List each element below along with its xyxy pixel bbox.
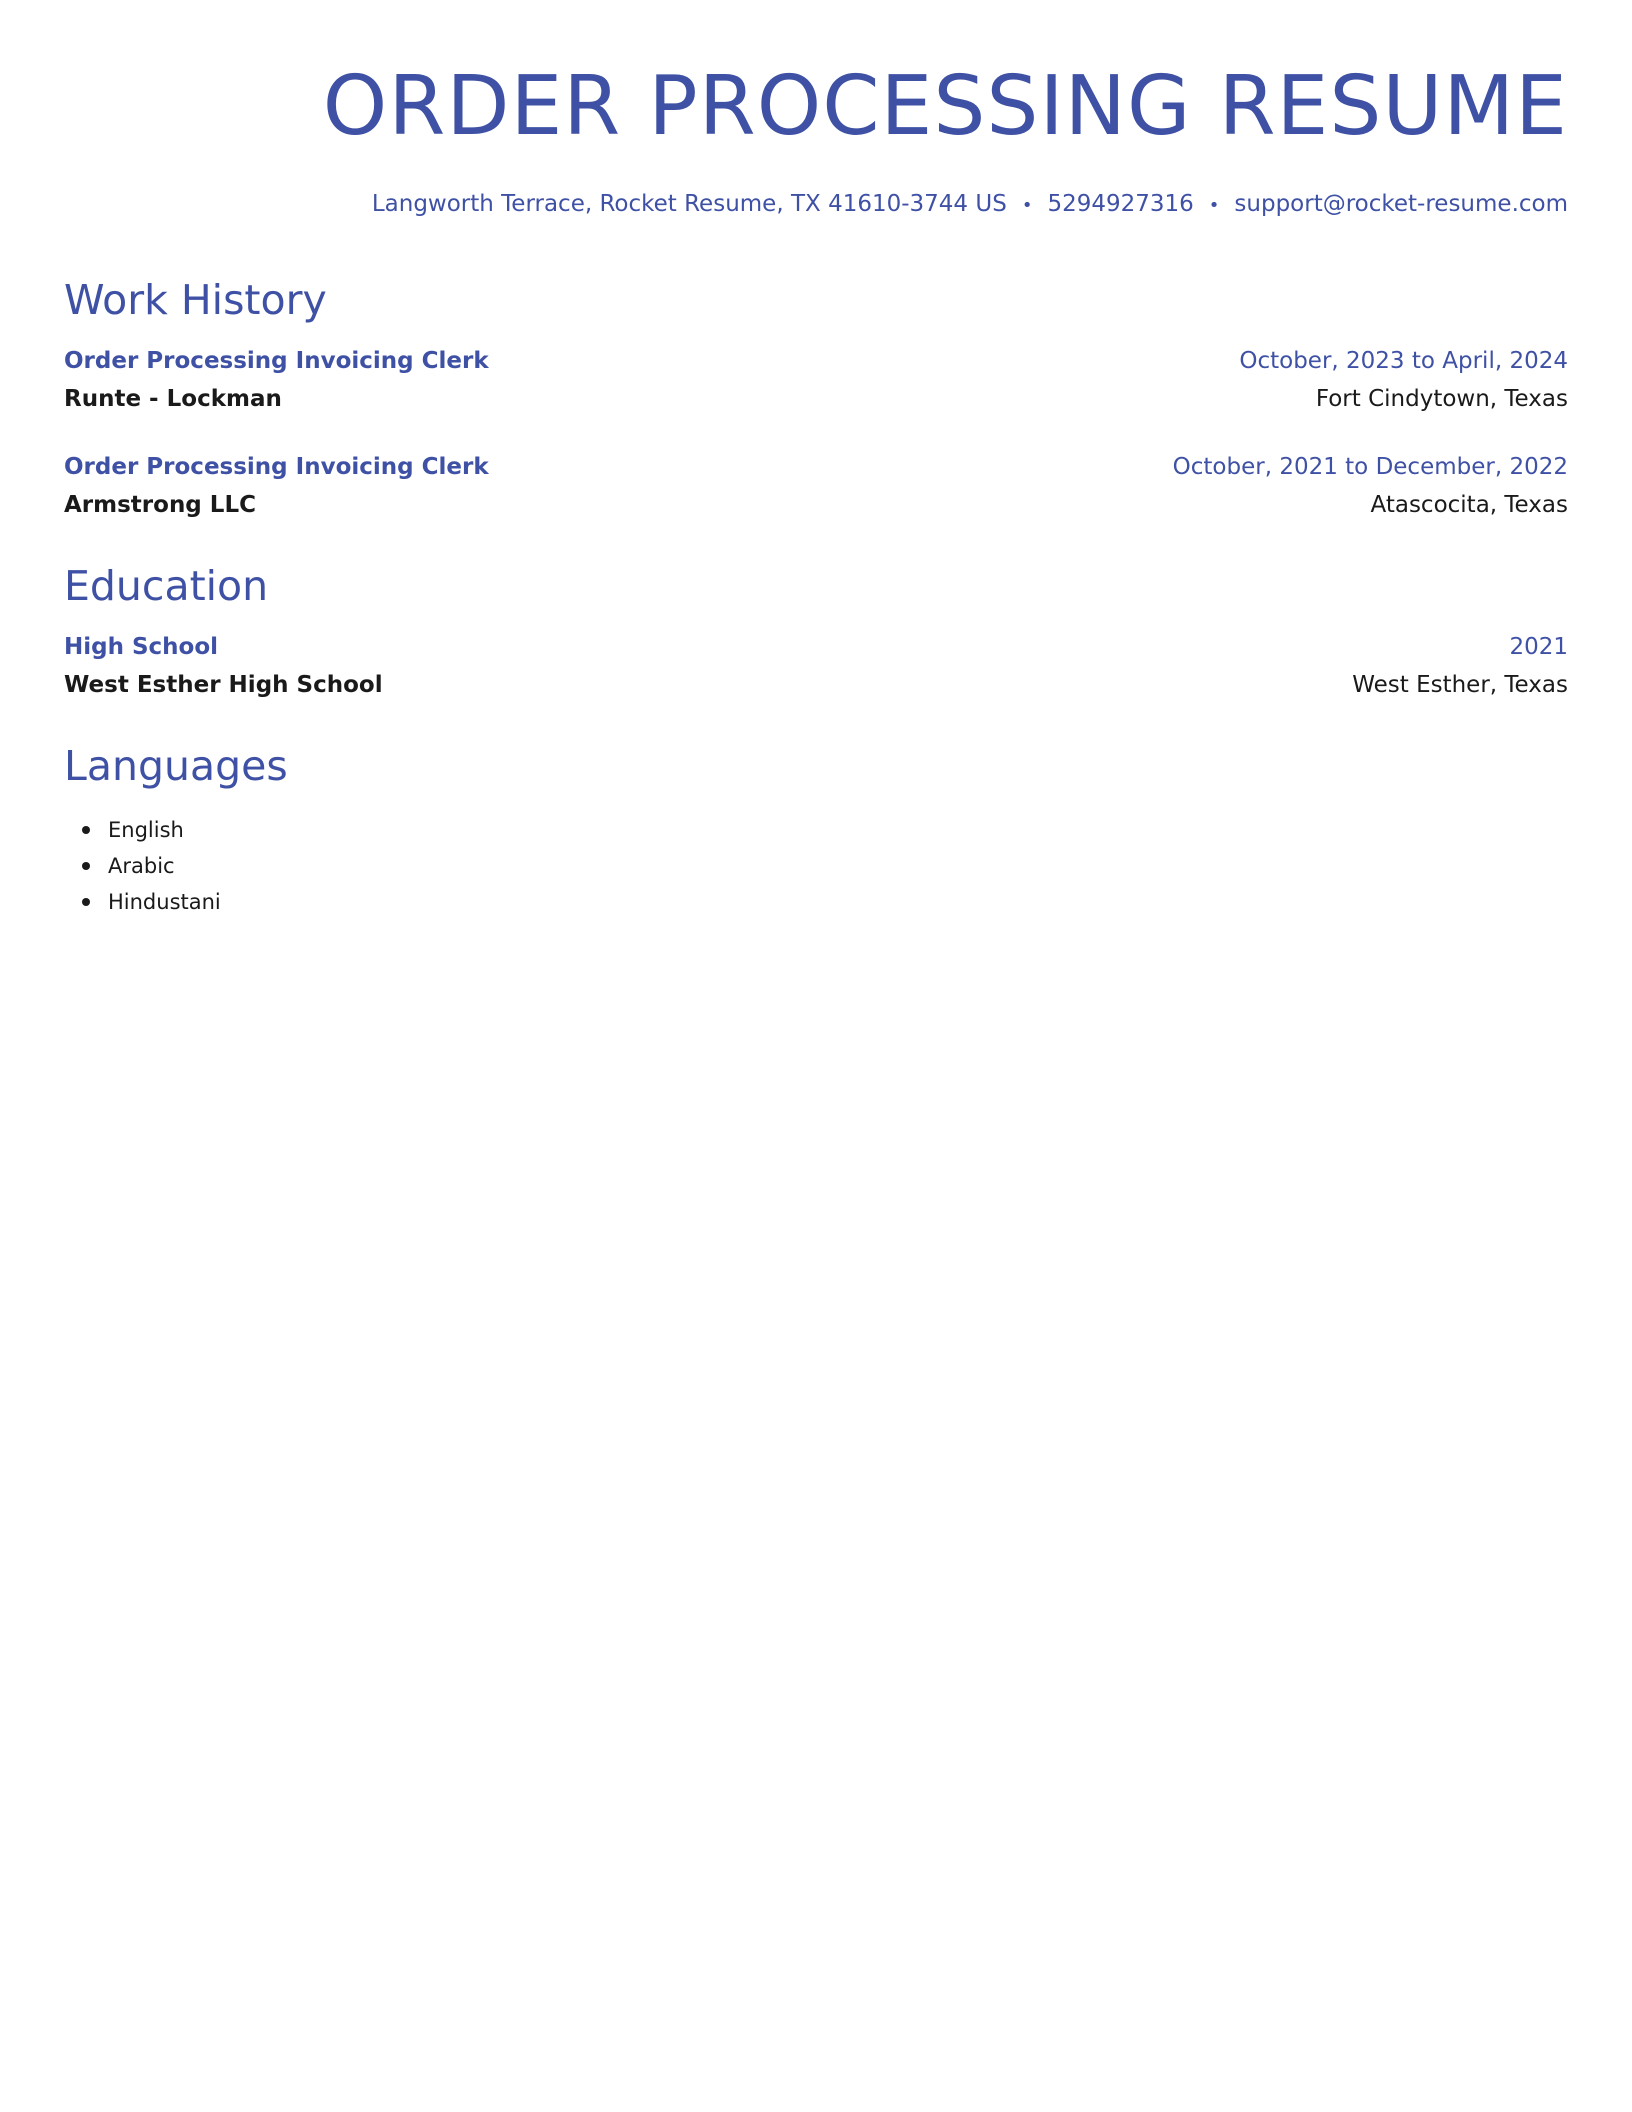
work-history-heading: Work History — [64, 276, 327, 324]
company-name: Runte - Lockman — [64, 386, 282, 412]
language-name: Hindustani — [108, 890, 221, 914]
language-item — [108, 812, 1568, 848]
job-title: Order Processing Invoicing Clerk — [64, 454, 489, 480]
company-name: Armstrong LLC — [64, 492, 256, 518]
work-entry-top-row — [64, 342, 1568, 380]
education-entry-bottom-row — [64, 666, 1568, 704]
work-entry — [64, 448, 1568, 524]
contact-line — [64, 188, 1568, 222]
bullet-icon — [82, 826, 90, 834]
job-location: Fort Cindytown, Texas — [1315, 386, 1568, 412]
education-heading: Education — [64, 562, 269, 610]
resume-page — [64, 0, 1568, 920]
work-entry-top-row — [64, 448, 1568, 486]
education-entry — [64, 628, 1568, 704]
contact-separator: • — [1021, 195, 1033, 216]
job-title: Order Processing Invoicing Clerk — [64, 348, 489, 374]
school-location: West Esther, Texas — [1352, 672, 1568, 698]
work-entry-bottom-row — [64, 486, 1568, 524]
language-name: Arabic — [108, 854, 175, 878]
job-location: Atascocita, Texas — [1370, 492, 1568, 518]
language-name: English — [108, 818, 184, 842]
contact-separator: • — [1208, 195, 1220, 216]
languages-list — [64, 812, 1568, 920]
resume-title: ORDER PROCESSING RESUME — [322, 59, 1568, 154]
education-entry-top-row — [64, 628, 1568, 666]
work-entry — [64, 342, 1568, 418]
bullet-icon — [82, 862, 90, 870]
contact-phone: 5294927316 — [1047, 191, 1194, 217]
graduation-year: 2021 — [1509, 634, 1568, 660]
school-name: West Esther High School — [64, 672, 383, 698]
languages-heading: Languages — [64, 742, 288, 790]
contact-address: Langworth Terrace, Rocket Resume, TX 41610-3744 US — [371, 191, 1007, 217]
contact-email: support@rocket-resume.com — [1234, 191, 1568, 217]
work-entry-bottom-row — [64, 380, 1568, 418]
job-dates: October, 2021 to December, 2022 — [1172, 454, 1568, 480]
bullet-icon — [82, 898, 90, 906]
degree-name: High School — [64, 634, 219, 660]
language-item — [108, 848, 1568, 884]
language-item — [108, 884, 1568, 920]
job-dates: October, 2023 to April, 2024 — [1239, 348, 1568, 374]
